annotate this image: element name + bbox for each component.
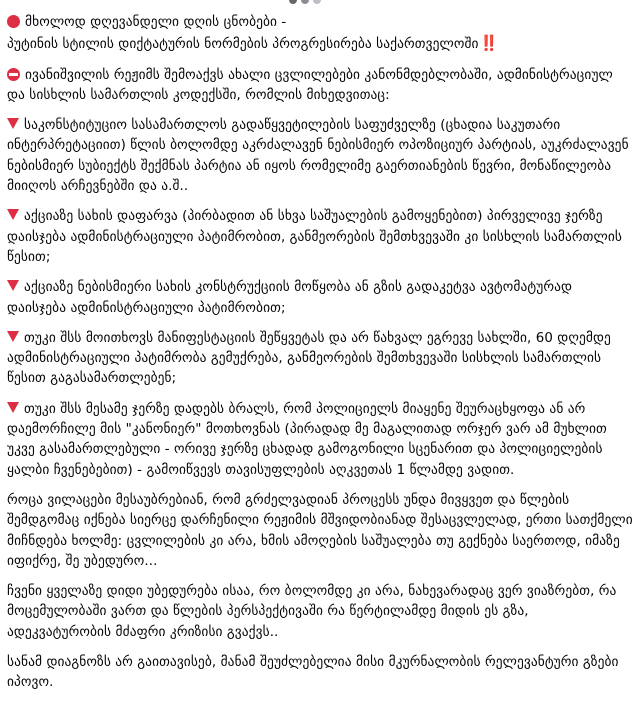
list-item [7, 329, 635, 390]
list-item [7, 400, 635, 481]
red-triangle-down-icon [7, 280, 19, 291]
post-title-line2: პუტინის სტილის დიქტატურის ნორმების პროგრესირება საქართველოში [7, 37, 479, 53]
list-item-text: აქციაზე ნებისმიერი სახის კონსტრუქციის მოწყობა ან გზის გადაკეტვა ავტომატურად დაისჯება ადმინისტრაციული პატიმრობით; [7, 280, 577, 316]
post-title-line1: მხოლოდ დღევანდელი დღის ცნობები - [25, 15, 287, 30]
red-triangle-down-icon [7, 209, 19, 220]
intro-text: ივანიშვილის რეჟიმს შემოაქვს ახალი ცვლილებები კანონმდებლობაში, ადმინისტრაციულ და სისხლის სამართლის კოდექსში, რომლის მიხედვითაც: [7, 67, 618, 103]
dot-icon [313, 0, 321, 4]
red-triangle-down-icon [7, 118, 19, 129]
list-item [7, 207, 635, 268]
red-circle-icon [7, 15, 20, 28]
post-paragraph: როცა ვილაცები მესაუბრებიან, რომ გრძელვადიან პროცესს უნდა მივყვეთ და წლების შემდგომაც იქნება სიერცე დარჩენილი რეჟიმის მშვიდობიანად შესაცვლელად, ერთი სათქმელი მიჩნდება ხოლმე: ცვლილების კი არა, ხმის ამოღების საშუალება თუ გექნება საერთოდ, იმაზე იფიქრე, შე უბედურო... [7, 492, 638, 569]
list-item [7, 116, 635, 197]
double-exclamation-icon: ‼️ [479, 34, 497, 53]
red-triangle-down-icon [7, 402, 19, 413]
post-paragraph: სანამ დიაგნოზს არ გაითავისებ, მანამ შეუძლებელია მისი მკურნალობის რელევანტური გზები იპოვო. [7, 655, 623, 691]
post-paragraph: ჩვენი ყველაზე დიდი უბედურება ისაა, რო ბოლომდე კი არა, ნახევარადაც ვერ ვიაზრებთ, რა მოცემულობაში ვართ და წლების პერსპექტივაში რა წერტილამდე მიდის ეს გზა, ადეკვატურობის მძაფრი კრიზისი გვაქვს.. [7, 584, 621, 640]
list-item-text: თუკი შსს მესამე ჯერზე დადებს ბრალს, რომ პოლიციელს მიაყენე შეურაცხყოფა ან არ დაემორჩილე მის "კანონიერ" მოთხოვნას (პირადად მე მაგალითად ორჯერ ვარ ამ მუხლით უკვე გასამართლებული - ორივე ჯერზე ცხადად გამოგონილი სცენარით და პოლიციელების ყალბი ჩვენებებით) - გამოიწვევს თავისუფლების აღკვეთას 1 წლამდე ვადით. [7, 401, 612, 478]
top-bar [0, 0, 639, 10]
post-intro [7, 66, 635, 107]
list-item-text: საკონსტიტუციო სასამართლოს გადაწყვეტილების საფუძველზე (ცხადია საკუთარი ინტერპრეტაციით) წლის ბოლომდე აკრძალავენ ნებისმიერ ოპოზიციურ პარტიას, აუკრძალავენ ნებისმიერ სუბიექტს შექმნას პარტია ან იყოს რომელიმე გაერთიანების წევრი, მონაწილეობა მიიღოს არჩევნებში და ა.შ.. [7, 118, 634, 195]
red-triangle-down-icon [7, 331, 19, 342]
more-options-icon[interactable] [289, 0, 325, 6]
list-item [7, 278, 635, 319]
list-item-text: აქციაზე სახის დაფარვა (პირბადით ან სხვა საშუალების გამოყენებით) პირველივე ჯერზე დაისჯება ადმინისტრაციული პატიმრობით, განმეორების შემთხვევაში კი სისხლის სამართლის წესით; [7, 209, 627, 265]
dot-icon [301, 0, 309, 4]
dot-icon [289, 0, 297, 4]
list-item-text: თუკი შსს მოითხოვს მანიფესტაციის შეწყვეტას და არ წახვალ ეგრევე სახლში, 60 დღემდე ადმინისტრაციული პატიმრობა გემუქრება, განმეორების შემთხვევაში სისხლის სამართლის წესით გაგასამართლებენ; [7, 330, 616, 387]
post-body [7, 13, 638, 694]
post-title [7, 13, 635, 56]
no-entry-icon [7, 68, 20, 81]
